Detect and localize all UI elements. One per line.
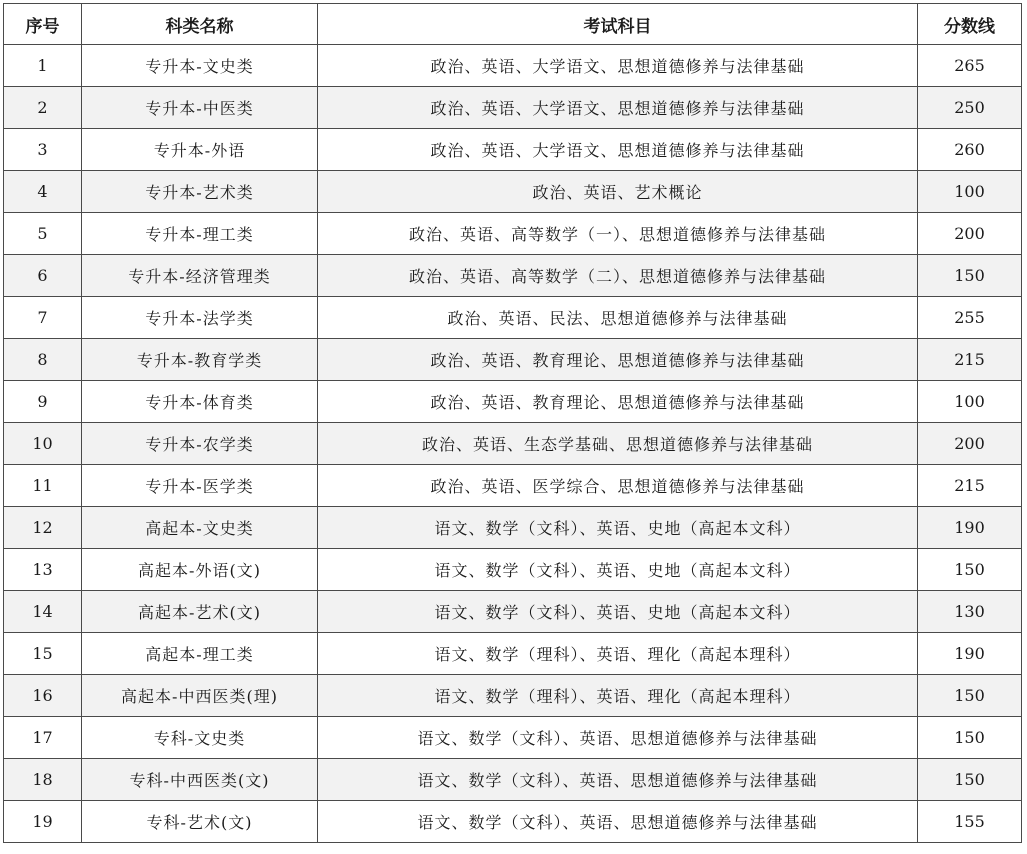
- row-index: 12: [4, 507, 82, 549]
- row-index: 2: [4, 87, 82, 129]
- row-index: 18: [4, 759, 82, 801]
- row-index: 16: [4, 675, 82, 717]
- row-subjects: 语文、数学（理科）、英语、理化（高起本理科）: [318, 633, 918, 675]
- row-name: 专升本-法学类: [82, 297, 318, 339]
- row-score: 155: [918, 801, 1022, 843]
- table-row: [4, 213, 1022, 255]
- table-row: [4, 45, 1022, 87]
- table-row: [4, 465, 1022, 507]
- row-name: 专升本-体育类: [82, 381, 318, 423]
- row-subjects: 语文、数学（文科）、英语、思想道德修养与法律基础: [318, 801, 918, 843]
- row-score: 265: [918, 45, 1022, 87]
- row-name: 专升本-艺术类: [82, 171, 318, 213]
- row-score: 215: [918, 465, 1022, 507]
- header-index: 序号: [4, 4, 82, 45]
- row-name: 高起本-外语(文): [82, 549, 318, 591]
- row-subjects: 语文、数学（文科）、英语、思想道德修养与法律基础: [318, 759, 918, 801]
- row-name: 高起本-理工类: [82, 633, 318, 675]
- row-score: 150: [918, 549, 1022, 591]
- score-line-table: [3, 3, 1022, 843]
- row-name: 高起本-中西医类(理): [82, 675, 318, 717]
- row-score: 100: [918, 171, 1022, 213]
- row-name: 专科-文史类: [82, 717, 318, 759]
- row-score: 200: [918, 213, 1022, 255]
- table-row: [4, 339, 1022, 381]
- row-index: 13: [4, 549, 82, 591]
- table-row: [4, 255, 1022, 297]
- row-index: 8: [4, 339, 82, 381]
- row-subjects: 语文、数学（文科）、英语、史地（高起本文科）: [318, 507, 918, 549]
- row-name: 专升本-医学类: [82, 465, 318, 507]
- row-score: 190: [918, 633, 1022, 675]
- row-index: 1: [4, 45, 82, 87]
- row-name: 高起本-文史类: [82, 507, 318, 549]
- row-score: 150: [918, 759, 1022, 801]
- row-name: 专科-中西医类(文): [82, 759, 318, 801]
- row-index: 9: [4, 381, 82, 423]
- header-score: 分数线: [918, 4, 1022, 45]
- table-row: [4, 87, 1022, 129]
- row-subjects: 政治、英语、艺术概论: [318, 171, 918, 213]
- table-row: [4, 381, 1022, 423]
- row-subjects: 政治、英语、高等数学（一）、思想道德修养与法律基础: [318, 213, 918, 255]
- row-subjects: 语文、数学（文科）、英语、思想道德修养与法律基础: [318, 717, 918, 759]
- header-row: [4, 4, 1022, 45]
- table-row: [4, 507, 1022, 549]
- row-subjects: 语文、数学（文科）、英语、史地（高起本文科）: [318, 549, 918, 591]
- row-score: 150: [918, 717, 1022, 759]
- row-score: 255: [918, 297, 1022, 339]
- header-subjects: 考试科目: [318, 4, 918, 45]
- table-row: [4, 633, 1022, 675]
- row-subjects: 政治、英语、大学语文、思想道德修养与法律基础: [318, 87, 918, 129]
- table-row: [4, 129, 1022, 171]
- table-row: [4, 423, 1022, 465]
- row-index: 6: [4, 255, 82, 297]
- row-subjects: 政治、英语、教育理论、思想道德修养与法律基础: [318, 381, 918, 423]
- row-subjects: 政治、英语、大学语文、思想道德修养与法律基础: [318, 129, 918, 171]
- row-score: 215: [918, 339, 1022, 381]
- row-score: 190: [918, 507, 1022, 549]
- row-index: 5: [4, 213, 82, 255]
- row-index: 4: [4, 171, 82, 213]
- row-score: 200: [918, 423, 1022, 465]
- table-row: [4, 801, 1022, 843]
- table-body: [4, 45, 1022, 843]
- row-subjects: 政治、英语、民法、思想道德修养与法律基础: [318, 297, 918, 339]
- row-name: 专升本-教育学类: [82, 339, 318, 381]
- row-index: 15: [4, 633, 82, 675]
- row-subjects: 政治、英语、高等数学（二）、思想道德修养与法律基础: [318, 255, 918, 297]
- row-subjects: 语文、数学（理科）、英语、理化（高起本理科）: [318, 675, 918, 717]
- row-score: 150: [918, 255, 1022, 297]
- table-row: [4, 675, 1022, 717]
- row-index: 7: [4, 297, 82, 339]
- row-subjects: 语文、数学（文科）、英语、史地（高起本文科）: [318, 591, 918, 633]
- row-score: 250: [918, 87, 1022, 129]
- row-name: 专升本-经济管理类: [82, 255, 318, 297]
- row-subjects: 政治、英语、教育理论、思想道德修养与法律基础: [318, 339, 918, 381]
- row-score: 150: [918, 675, 1022, 717]
- row-name: 专升本-农学类: [82, 423, 318, 465]
- row-name: 专升本-文史类: [82, 45, 318, 87]
- row-score: 100: [918, 381, 1022, 423]
- table-header: [4, 4, 1022, 45]
- row-score: 130: [918, 591, 1022, 633]
- table-row: [4, 759, 1022, 801]
- row-subjects: 政治、英语、大学语文、思想道德修养与法律基础: [318, 45, 918, 87]
- row-name: 专升本-外语: [82, 129, 318, 171]
- row-name: 高起本-艺术(文): [82, 591, 318, 633]
- row-score: 260: [918, 129, 1022, 171]
- table-row: [4, 717, 1022, 759]
- row-index: 14: [4, 591, 82, 633]
- header-name: 科类名称: [82, 4, 318, 45]
- row-subjects: 政治、英语、医学综合、思想道德修养与法律基础: [318, 465, 918, 507]
- table-row: [4, 591, 1022, 633]
- row-index: 11: [4, 465, 82, 507]
- row-name: 专科-艺术(文): [82, 801, 318, 843]
- row-name: 专升本-中医类: [82, 87, 318, 129]
- row-index: 19: [4, 801, 82, 843]
- row-index: 17: [4, 717, 82, 759]
- row-subjects: 政治、英语、生态学基础、思想道德修养与法律基础: [318, 423, 918, 465]
- row-index: 3: [4, 129, 82, 171]
- row-index: 10: [4, 423, 82, 465]
- row-name: 专升本-理工类: [82, 213, 318, 255]
- table-row: [4, 297, 1022, 339]
- table-row: [4, 171, 1022, 213]
- table-row: [4, 549, 1022, 591]
